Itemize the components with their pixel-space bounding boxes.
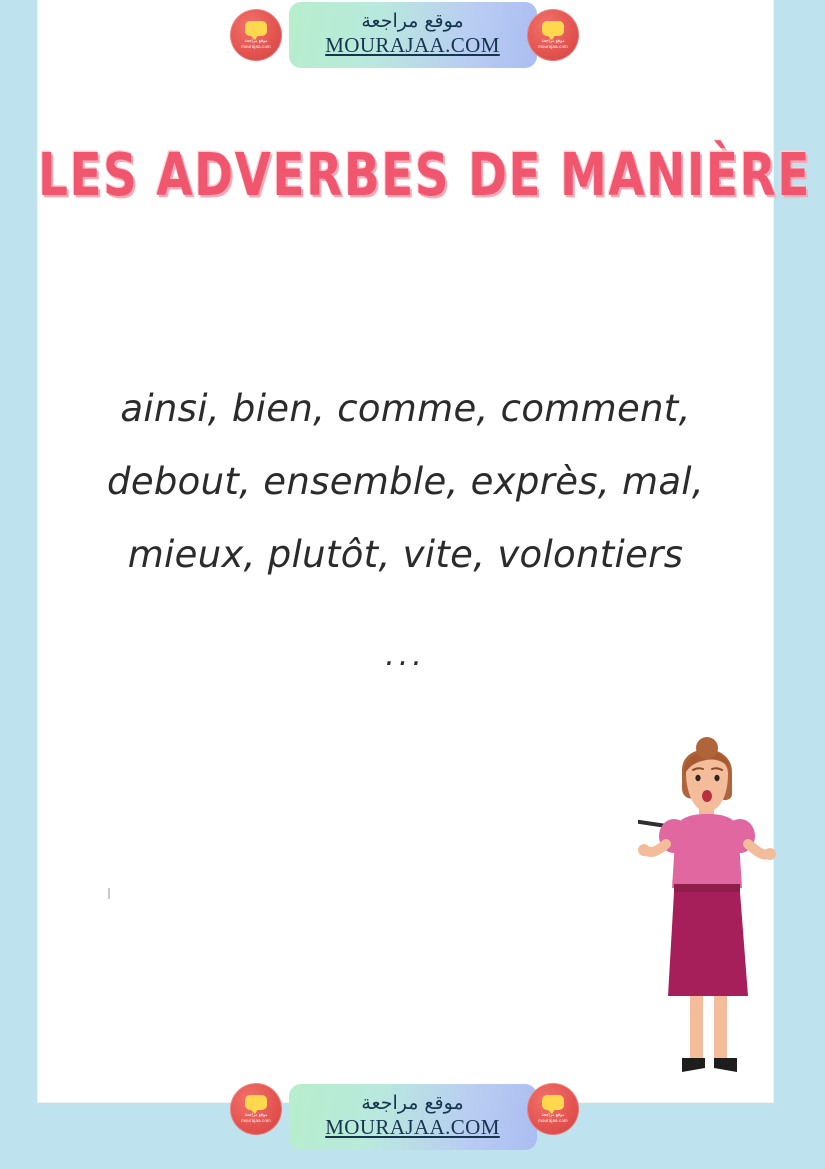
logo-caption: موقع مراجعة mourajaa.com	[538, 1111, 568, 1123]
worksheet-page	[38, 0, 811, 1102]
adverb-list	[38, 372, 773, 692]
watermark-arabic-text: موقع مراجعة	[361, 1092, 464, 1115]
page-speck	[108, 888, 110, 899]
mourajaa-logo-icon	[230, 1083, 282, 1135]
adverb-list-line: debout, ensemble, exprès, mal,	[107, 460, 704, 503]
watermark-banner-bottom	[289, 1084, 537, 1150]
speech-bubble-icon	[542, 1095, 564, 1110]
speech-bubble-icon	[542, 21, 564, 36]
page-title: LES ADVERBES DE MANIÈRE	[38, 141, 811, 210]
mourajaa-logo-icon	[230, 9, 282, 61]
watermark-banner-top	[289, 2, 537, 68]
logo-caption: موقع مراجعة mourajaa.com	[241, 37, 271, 49]
adverb-list-line: mieux, plutôt, vite, volontiers	[127, 533, 684, 576]
mourajaa-logo-icon	[527, 9, 579, 61]
speech-bubble-icon	[245, 21, 267, 36]
ellipsis-text: ...	[385, 638, 426, 673]
speech-bubble-icon	[245, 1095, 267, 1110]
watermark-url[interactable]: MOURAJAA.COM	[325, 1115, 500, 1140]
logo-caption: موقع مراجعة mourajaa.com	[538, 37, 568, 49]
page-title-container	[38, 141, 811, 210]
mourajaa-logo-icon	[527, 1083, 579, 1135]
watermark-url[interactable]: MOURAJAA.COM	[325, 33, 500, 58]
watermark-arabic-text: موقع مراجعة	[361, 10, 464, 33]
logo-caption: موقع مراجعة mourajaa.com	[241, 1111, 271, 1123]
teacher-illustration	[638, 728, 788, 1083]
adverb-list-line: ainsi, bien, comme, comment,	[120, 387, 691, 430]
